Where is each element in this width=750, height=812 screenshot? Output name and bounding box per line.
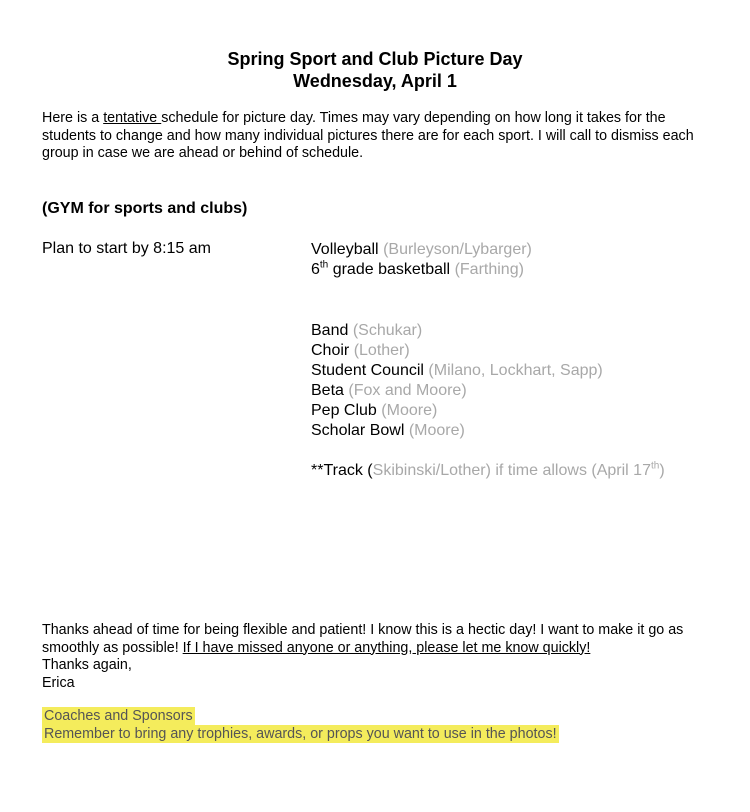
schedule-item-name: Beta (311, 382, 344, 399)
schedule-item (311, 260, 532, 280)
schedule-item-sponsor: (Schukar) (352, 322, 423, 339)
track-note: Skibinski/Lother) if time allows (April 17 (372, 462, 651, 479)
reminder-text: Remember to bring any trophies, awards, or props you want to use in the photos! (44, 726, 557, 742)
reminder-block (42, 707, 559, 743)
schedule-item-coach: (Burleyson/Lybarger) (383, 241, 532, 258)
schedule-track (311, 461, 665, 481)
schedule-item-name: grade basketball (328, 261, 451, 278)
schedule-item (311, 240, 532, 260)
intro-text-before: Here is a (42, 110, 104, 126)
start-time: Plan to start by 8:15 am (42, 240, 211, 257)
schedule-item (311, 341, 603, 361)
page-subtitle-date: Wednesday, April 1 (293, 71, 457, 91)
schedule-item-name: Volleyball (311, 241, 379, 258)
closing-underlined-request: If I have missed anyone or anything, please let me know quickly! (182, 639, 591, 656)
closing-paragraph (42, 622, 722, 692)
schedule-item-grade: 6 (311, 261, 320, 278)
schedule-item-name: Pep Club (311, 402, 377, 419)
schedule-item-name: Scholar Bowl (311, 422, 405, 439)
closing-thanks: Thanks again, (42, 657, 132, 673)
intro-text-after: schedule for picture day. Times may vary depending on how long it takes for the students to change and how many individual pictures there are for each sport. I will call to dismiss each group in case we are ahead or behind of schedule. (42, 110, 694, 161)
schedule-item-sponsor: (Moore) (408, 422, 465, 439)
section-heading: (GYM for sports and clubs) (42, 200, 248, 217)
track-close: ) (659, 462, 665, 479)
schedule-item-grade-suffix: th (319, 259, 329, 271)
schedule-item-name: Student Council (311, 362, 424, 379)
intro-paragraph (42, 110, 712, 163)
schedule-item (311, 421, 603, 441)
track-name: **Track ( (311, 462, 373, 479)
schedule-item-name: Choir (311, 342, 350, 359)
schedule-item-sponsor: (Milano, Lockhart, Sapp) (428, 362, 603, 379)
schedule-item-coach: (Farthing) (454, 261, 524, 278)
schedule-item-sponsor: (Lother) (353, 342, 410, 359)
closing-message (42, 622, 722, 657)
schedule-item (311, 401, 603, 421)
schedule-group-clubs (311, 321, 603, 441)
intro-emphasis-tentative: tentative (103, 110, 162, 126)
schedule-group-sports (311, 240, 532, 280)
page-title: Spring Sport and Club Picture Day (227, 49, 523, 69)
signature: Erica (42, 674, 75, 691)
schedule-item (311, 381, 603, 401)
schedule-item (311, 321, 603, 341)
closing-text: Thanks ahead of time for being flexible and patient! I know this is a hectic day! I want to make it go as smoothly as possible! (42, 622, 684, 656)
reminder-heading: Coaches and Sponsors (44, 708, 193, 724)
schedule-item-sponsor: (Fox and Moore) (348, 382, 467, 399)
schedule-item-name: Band (311, 322, 349, 339)
schedule-item-sponsor: (Moore) (381, 402, 438, 419)
track-date-suffix: th (650, 460, 660, 472)
schedule-item (311, 361, 603, 381)
